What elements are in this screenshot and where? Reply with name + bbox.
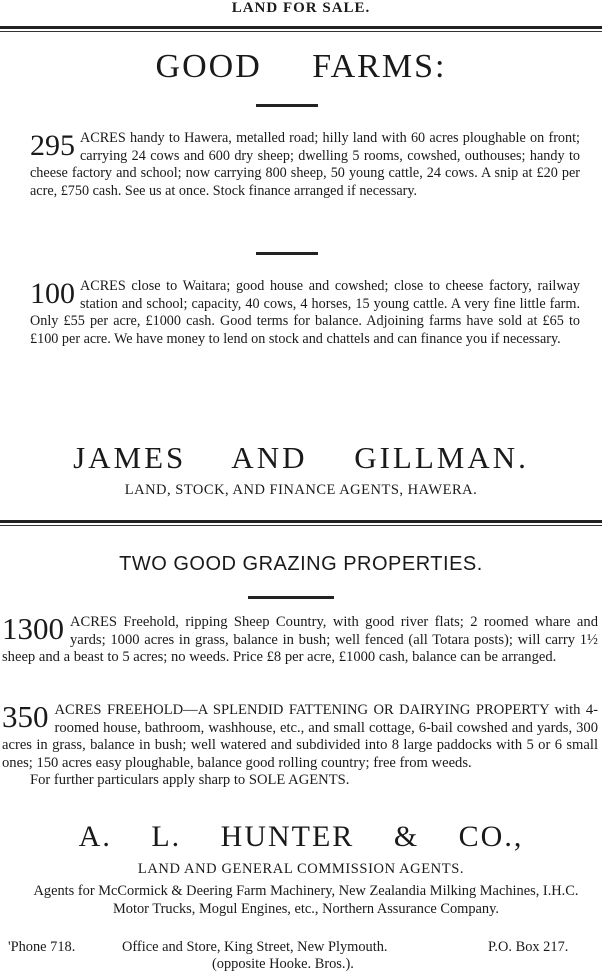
ad1-divider [256,252,318,255]
ad2-firm-name: A. L. HUNTER & CO., [78,820,524,853]
ad2-listing-1300 [2,611,598,667]
header-rule-thin [0,31,602,32]
phone-number: 'Phone 718. [8,939,76,955]
listing-text: ACRES handy to Hawera, metalled road; hilly land with 60 acres ploughable on front; carrying 24 cows and 600 dry sheep; dwelling 5 rooms, cowshed, outhouses; handy to cheese factory and school; now carrying 800 sheep, 50 young cattle, 24 cows. A snip at £20 per acre, £750 cash. See us at once. Stock finance arranged if necessary. [30,130,580,199]
listing-number: 295 [30,129,75,162]
ad1-firm-subtitle: LAND, STOCK, AND FINANCE AGENTS, HAWERA. [124,482,478,498]
section-heading: LAND FOR SALE. [231,0,371,16]
ad2-firm-subtitle: LAND AND GENERAL COMMISSION AGENTS. [137,861,465,877]
listing-number: 100 [30,277,75,310]
ad-separator [0,520,602,523]
ad1-title: GOOD FARMS: [155,48,447,85]
ad-separator-thin [0,525,602,526]
ad2-title-rule [248,596,334,599]
listing-text: ACRES Freehold, ripping Sheep Country, with good river flats; 2 roomed whare and yards; 1000 acres in grass, balance in bush; well fenced (all Totara posts); will carry 1½ sheep and a beast to 5 acres; no weeds. Price £8 per acre, £1000 cash, balance can be arranged. [2,614,598,666]
listing-text: ACRES FREEHOLD—A SPLENDID FATTENING OR DAIRYING PROPERTY with 4-roomed house, bathroom, washhouse, etc., and small cottage, 6-bail cowshed and yards, 300 acres in grass, balance in bush; well watered and subdivided into 8 large paddocks with 5 or 6 small ones; 150 acres easy ploughable, balance good rolling country; free from weeds. [2,702,598,771]
listing-text: ACRES close to Waitara; good house and cowshed; close to cheese factory, railway station and school; capacity, 40 cows, 4 horses, 15 young cattle. A very fine little farm. Only £55 per acre, £1000 cash. Good terms for balance. Adjoining farms have sold at £65 to £100 per acre. We have money to lend on stock and chattels and can finance you if necessary. [30,278,580,347]
header-rule [0,26,602,29]
listing-number: 350 [2,699,49,734]
ad2-title: TWO GOOD GRAZING PROPERTIES. [119,553,483,575]
opposite-note: (opposite Hooke. Bros.). [212,956,354,972]
agents-for-line: Agents for McCormick & Deering Farm Machinery, New Zealandia Milking Machines, I.H.C. Motor Trucks, Mogul Engines, etc., Northern Assurance Company. [33,883,579,917]
ad1-firm-name: JAMES AND GILLMAN. [73,440,529,475]
ad1-listing-100 [30,278,580,348]
listing-number: 1300 [2,611,64,646]
ad2-listing-350 [2,699,598,790]
po-box: P.O. Box 217. [488,939,569,955]
ad1-listing-295 [30,130,580,200]
office-address: Office and Store, King Street, New Plymouth. [122,939,388,955]
further-particulars: For further particulars apply sharp to SOLE AGENTS. [30,772,350,789]
ad1-title-rule [256,104,318,107]
